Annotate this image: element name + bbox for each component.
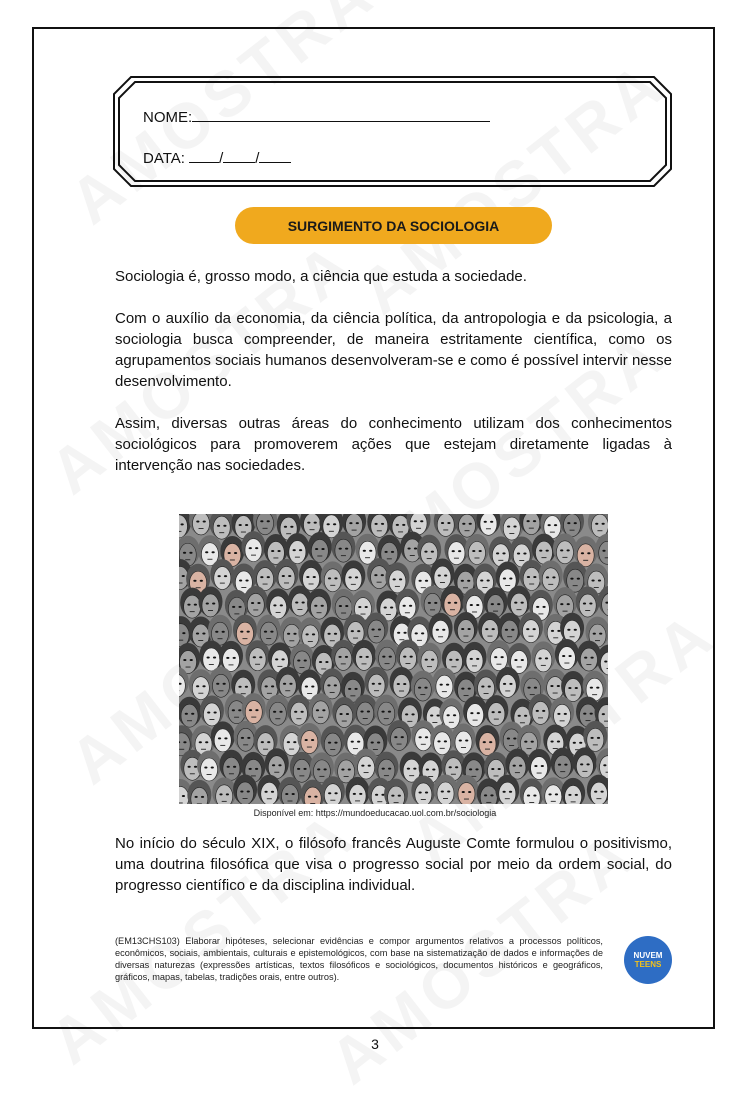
year-blank[interactable] — [259, 148, 291, 163]
student-info-box — [113, 76, 672, 187]
paragraph: Sociologia é, grosso modo, a ciência que estuda a sociedade. — [115, 266, 672, 287]
date-separator: / — [219, 150, 223, 167]
name-blank-line[interactable] — [192, 107, 490, 122]
logo-line-2: TEENS — [635, 960, 662, 969]
bncc-footnote: (EM13CHS103) Elaborar hipóteses, selecionar evidências e compor argumentos relativos a processos políticos, econômicos, sociais, ambientais, culturais e epistemológicos, com base na sistematização de dados e informações de diversas naturezas (expressões artísticas, textos filosóficos e sociológicos, documentos históricos e geográficos, gráficos, mapas, tabelas, tradições orais, entre outros). — [115, 935, 603, 983]
date-separator: / — [255, 150, 259, 167]
crowd-illustration — [179, 514, 608, 804]
date-field[interactable] — [143, 148, 291, 167]
month-blank[interactable] — [223, 148, 255, 163]
page-number: 3 — [0, 1036, 750, 1052]
crowd-faces-image — [179, 514, 608, 804]
paragraph: Com o auxílio da economia, da ciência política, da antropologia e da psicologia, a sociologia busca compreender, de maneira estritamente científica, como os agrupamentos sociais humanos desenvolveram-se e como é possível intervir nesse desenvolvimento. — [115, 308, 672, 392]
image-caption: Disponível em: https://mundoeducacao.uol.com.br/sociologia — [0, 808, 750, 818]
nuvem-teens-logo — [624, 936, 672, 984]
paragraph: Assim, diversas outras áreas do conhecimento utilizam dos conhecimentos sociológicos para promoverem ações que estejam diretamente ligadas à intervenção nas sociedades. — [115, 413, 672, 476]
name-field[interactable] — [143, 107, 490, 126]
paragraph: No início do século XIX, o filósofo francês Auguste Comte formulou o positivismo, uma doutrina filosófica que visa o progresso social por meio da ordem social, do progresso científico e da disciplina individual. — [115, 833, 672, 896]
page-title: SURGIMENTO DA SOCIOLOGIA — [235, 207, 552, 244]
date-label: DATA: — [143, 150, 185, 167]
box-frame — [113, 76, 672, 187]
day-blank[interactable] — [189, 148, 219, 163]
logo-line-1: NUVEM — [634, 951, 663, 960]
name-label: NOME: — [143, 109, 192, 126]
